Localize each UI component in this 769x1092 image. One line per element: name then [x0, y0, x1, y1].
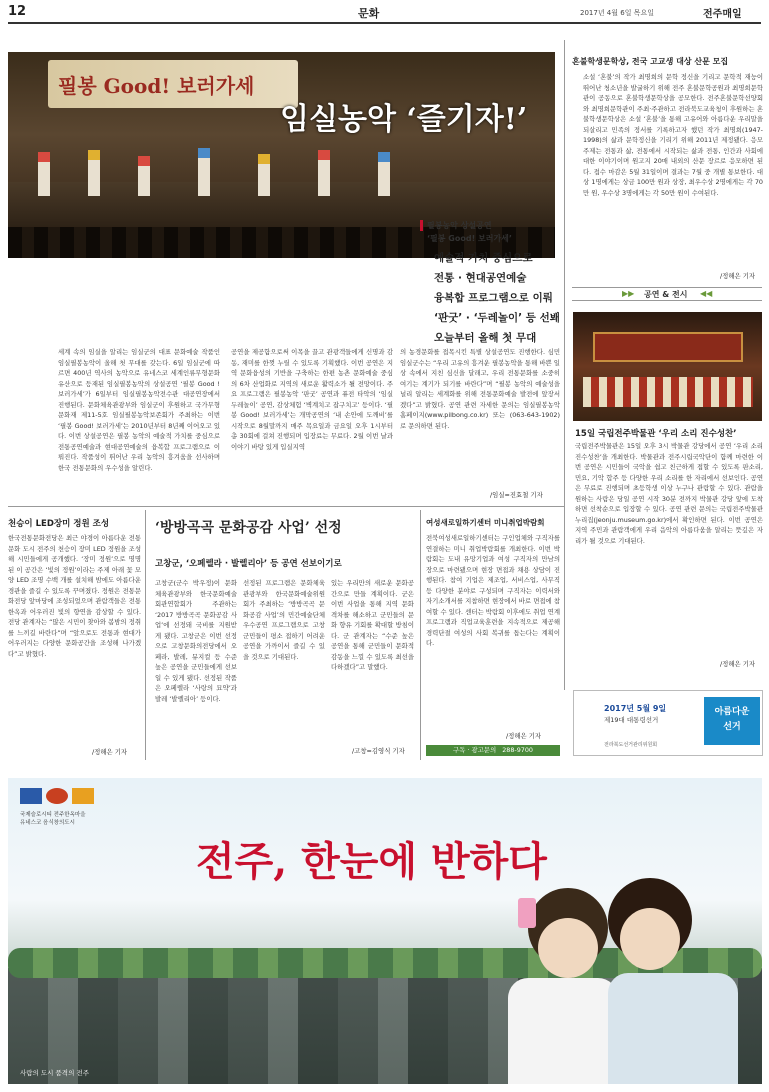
main-body-col-1: 세계 속의 임실을 알리는 임실군의 대표 문화예술 작품인 임실필봉농악이 올해 첫 무대를 갖는다. 6일 임실군에 따르면 400년 역사의 농악으로 유네스코 세계인류무형문화유산으로 등재된 임실필봉농악의 상설공연 ‘필봉 Good ! 보러가세’가 6일부터 임실필봉농악전수관 대공연장에서 진행된다. 문화체육관광부와 임실군이 후원하고 국가무형문화재 제11-5호 임실필봉농악보존회가 주최하는 이번 ‘필봉 Good! 보러가세’는 2010년부터 8년째 이어오고 있다. 이번 상설공연은 필봉 농악의 예술적 가치를 중심으로 전통공연예술과 현대공연예술의 융복합 프로그램으로 이뤄진다. 작품성이 뛰어난 우리 농악의 흥겨움을 선사하며 한국 전통문화의 우수성을 알린다. — [58, 348, 220, 472]
section-rule-1 — [8, 506, 564, 507]
bangbang-headline: ‘방방곡곡 문화공감 사업’ 선정 — [155, 520, 342, 536]
led-headline: 천승이 LED장미 정원 조성 — [8, 519, 110, 529]
city-label-1: 국제슬로시티 전주한옥마을 — [20, 812, 86, 818]
column-divider-right — [564, 40, 565, 690]
stage-banner — [48, 60, 298, 108]
main-kicker — [420, 220, 560, 244]
subscribe-label: 구독 · 광고문의 — [453, 746, 497, 754]
arrow-left-icon: ◀◀ — [700, 289, 713, 298]
performers — [28, 142, 428, 202]
performance-label-bar — [572, 287, 762, 301]
led-byline: /정해은 기자 — [92, 748, 128, 756]
women-body: 전북여성새로일하기센터는 구인업체와 구직자를 연결하는 미니 취업박람회를 개최한다. 이번 박람회는 도내 유망기업과 여성 구직자의 만남의 장으로 마련됐으며 현장 면접과 채용 상담이 진행된다. 참여 기업은 제조업, 서비스업, 사무직 등 다양한 분야로 구성되며 구직자는 이력서와 자기소개서를 지참하면 현장에서 바로 면접에 참여할 수 있다. 센터는 박람회 이후에도 취업 연계 프로그램과 직업교육훈련을 지속적으로 제공해 경력단절 여성의 사회 복귀를 돕는다는 계획이다. — [426, 534, 560, 647]
unesco-logo-icon — [20, 788, 42, 804]
subscribe-number: 288-9700 — [502, 746, 533, 754]
city-label-2: 유네스코 음식창의도시 — [20, 820, 75, 826]
deck-4: ‘판굿’ · ‘두레놀이’ 등 선봬 — [434, 312, 560, 324]
deck-3: 융복합 프로그램으로 이뤄 — [434, 292, 553, 304]
phone-icon — [518, 898, 536, 928]
issue-date: 2017년 4월 6일 목요일 — [580, 9, 654, 17]
kicker-line-2: ‘필봉 Good! 보러가세’ — [427, 234, 512, 243]
bottom-ad — [8, 778, 762, 1084]
election-slogan-2: 선거 — [723, 722, 741, 732]
section-title: 문화 — [358, 7, 380, 20]
performance-byline: /정해은 기자 — [720, 660, 756, 668]
election-date: 2017년 5월 9일 — [604, 704, 667, 713]
led-body: 한국전통문화전당은 최근 야경이 아름다운 전통문화 도시 전주의 천승이 장미 LED 정원을 조성해 시민들에게 공개했다. ‘장미 정원’으로 명명된 이 공간은 ‘빛의 정원’이라는 주제 아래 꽃 모양 LED 조명 수백 개를 설치해 밤에도 아름다운 경관을 즐길 수 있도록 꾸며졌다. 정원은 전통문화전당 앞마당에 조성되었으며 관람객들은 전통 한옥과 어우러진 빛의 향연을 감상할 수 있다. 전당 관계자는 “많은 시민이 찾아와 봄밤의 정취를 느끼길 바란다”며 “앞으로도 전통과 현대가 어우러지는 다양한 문화공간을 조성해 나가겠다”고 밝혔다. — [8, 534, 141, 658]
bangbang-body-col-1: 고창군(군수 박우정)이 문화체육관광부와 한국문화예술회관연합회가 주관하는 ‘2017 방방곡곡 문화공감 사업’에 선정돼 국비를 지원받게 됐다. 고창군은 이번 선정으로 고창문화의전당에서 오페라, 발레, 뮤지컬 등 수준 높은 공연을 군민들에게 선보일 수 있게 됐다. 선정된 작품은 오페렐라 ‘사랑의 묘약’과 발레 ‘발렐리아’ 등이다. — [155, 579, 237, 703]
main-body-col-3: 의 농경문화를 접목시킨 특별 상설공연도 진행한다. 심민 임실군수는 “우리 고유의 흥겨운 필봉농악을 통해 바쁜 일상 속에서 지친 심신을 달래고, 우리 전통문화를 소중히 여기는 계기가 되기를 바란다”며 “필봉 농악의 예술성을 널리 알리는 세계화를 위해 전통문화예술 발전에 앞장서겠다”고 밝혔다. 공연 관련 자세한 문의는 임실필봉농악 홈페이지(www.pilbong.co.kr) 또는 (063-643-1902)로 문의하면 된다. — [400, 348, 560, 430]
side-article-1-body: 소설 ‘혼불’의 작가 최명희의 문학 정신을 기리고 문학적 재능이 뛰어난 청소년을 발굴하기 위해 전주 혼불문학공원과 최명희문학관이 공동으로 혼불학생문학상을 공모한다. 전주혼불문학선양회와 최명희문학관이 주최·주관하고 전라북도교육청이 후원하는 혼불학생문학상은 소설 ‘혼불’을 통해 고유어와 아름다운 우리말을 되살리고 민족의 정서를 기록하고자 했던 작가 최명희(1947-1998)의 삶과 문학정신을 기리기 위해 2011년 제정됐다. 응모 주제는 전통과 삶, 전통에서 시작되는 삶과 전통, 인간과 사회에 대한 이야기이며 원고지 20매 내외의 산문 장르로 응모하면 된다. 접수 마감은 5월 31일이며 결과는 7월 중 개별 통보한다. 대상 1명에게는 상금 100만 원과 상장, 최우수상 2명에게는 각 70만 원, 우수상 3명에게는 각 50만 원이 수여된다. — [583, 73, 763, 197]
performance-body: 국립전주박물관은 15일 오후 3시 박물관 강당에서 공연 ‘우리 소리 진수성찬’을 개최한다. 박물관과 전주시립국악단이 함께 마련한 이번 공연은 시민들이 국악을 쉽고 친근하게 접할 수 있도록 판소리, 민요, 기악 합주 등 다양한 우리 소리를 한 자리에서 선보인다. 공연은 무료로 진행되며 초등학생 이상 누구나 관람할 수 있다. 관람을 원하는 사람은 당일 공연 시작 30분 전까지 박물관 강당 앞에 도착하면 선착순으로 입장할 수 있다. 공연 관련 문의는 국립전주박물관 누리집(jeonju.museum.go.kr)에서 확인하면 된다. 이번 공연은 지역 주민과 관람객에게 우리 음악의 아름다움을 알리는 뜻깊은 자리가 될 것으로 기대된다. — [575, 442, 763, 545]
main-deck — [434, 248, 562, 348]
deck-2: 전통 · 현대공연예술 — [434, 272, 527, 284]
couple-photo — [508, 878, 748, 1084]
deck-1: 예술적 가치 중심으로 — [434, 252, 533, 264]
performance-photo — [573, 312, 762, 421]
divider-led — [145, 510, 146, 760]
side-article-1-headline: 혼불학생문학상, 전국 고교생 대상 산문 모집 — [572, 57, 729, 66]
paper-name: 전주매일 — [703, 9, 742, 20]
divider-women — [420, 510, 421, 760]
election-ad — [573, 690, 763, 756]
main-body-col-2: 공연을 제공함으로써 이목을 끌고 관광객들에게 신명과 감동, 재미를 한껏 누릴 수 있도록 기획했다. 이번 공연은 지역 문화융성의 기반을 구축하는 한편 농촌 문화예술 중심의 6차 산업화로 지역의 새로운 활력소가 될 전망이다. 주요 프로그램은 필봉농악 ‘판굿’ 공연과 퓨전 타악의 ‘임실 두레놀이’ 공연, 감상체험 ‘벽계치고 잡구치고’ 등이다. ‘필봉 Good! 보러가세’는 개막공연의 ‘내 손안에 도깨비’를 시작으로 8월말까지 매주 목요일과 금요일 오후 1시부터 총 30회에 걸쳐 진행되며 입장료는 무료다. 2월 이번 날과 이야기 바탕 있게 입실지역 — [231, 348, 393, 451]
stage-banner-text: 필봉 Good! 보러가세 — [58, 74, 255, 98]
bangbang-subhead: 고창군, ‘오페렐라 · 발렐리아’ 등 공연 선보이기로 — [155, 559, 342, 569]
ad-caption: 사람의 도시 품격의 전주 — [20, 1069, 89, 1077]
jeonju-logo-icon — [72, 788, 94, 804]
subscribe-bar — [426, 745, 560, 756]
main-headline: 임실농악 ‘즐기자!’ — [280, 102, 528, 137]
election-slogan-1: 아름다운 — [714, 707, 750, 717]
performance-headline: 15일 국립전주박물관 ‘우리 소리 진수성찬’ — [575, 429, 737, 439]
women-byline: /정해은 기자 — [506, 732, 542, 740]
election-event: 제19대 대통령선거 — [604, 716, 659, 724]
page-number: 12 — [8, 4, 27, 19]
arrow-right-icon: ▶▶ — [622, 289, 635, 298]
women-headline: 여성새로일하기센터 미니취업박람회 — [426, 518, 545, 527]
bangbang-byline: /고창=김영식 기자 — [352, 747, 405, 755]
main-byline: /임실=진효철 기자 — [490, 491, 543, 499]
election-slogan-box — [704, 697, 760, 745]
side-article-1-byline: /정해은 기자 — [720, 272, 756, 280]
header-rule — [8, 22, 761, 24]
ad-slogan: 전주, 한눈에 반하다 — [196, 838, 547, 885]
election-org: 전라북도선거관리위원회 — [604, 742, 658, 748]
kicker-line-1: 필봉농악 상설공연 — [420, 220, 560, 231]
bangbang-body-col-3: 있는 우리만의 새로운 문화공간으로 만들 계획이다. 군은 이번 사업을 통해 지역 문화 격차를 해소하고 군민들의 문화 향유 기회를 확대할 방침이다. 군 관계자는 “수준 높은 공연을 통해 군민들이 문화적 감동을 느낄 수 있도록 최선을 다하겠다”고 말했다. — [331, 579, 414, 671]
bangbang-body-col-2: 선정된 프로그램은 문화체육관광부와 한국문화예술위원회가 주최하는 ‘방방곡곡 문화공감 사업’의 민간예술단체 우수공연 프로그램으로 고창군민들이 평소 접하기 어려운 공연을 가까이서 즐길 수 있을 것으로 기대된다. — [243, 579, 325, 661]
performance-label: 공연 & 전시 — [644, 290, 688, 299]
slowcity-logo-icon — [46, 788, 68, 804]
deck-5: 오늘부터 올해 첫 무대 — [434, 332, 537, 344]
